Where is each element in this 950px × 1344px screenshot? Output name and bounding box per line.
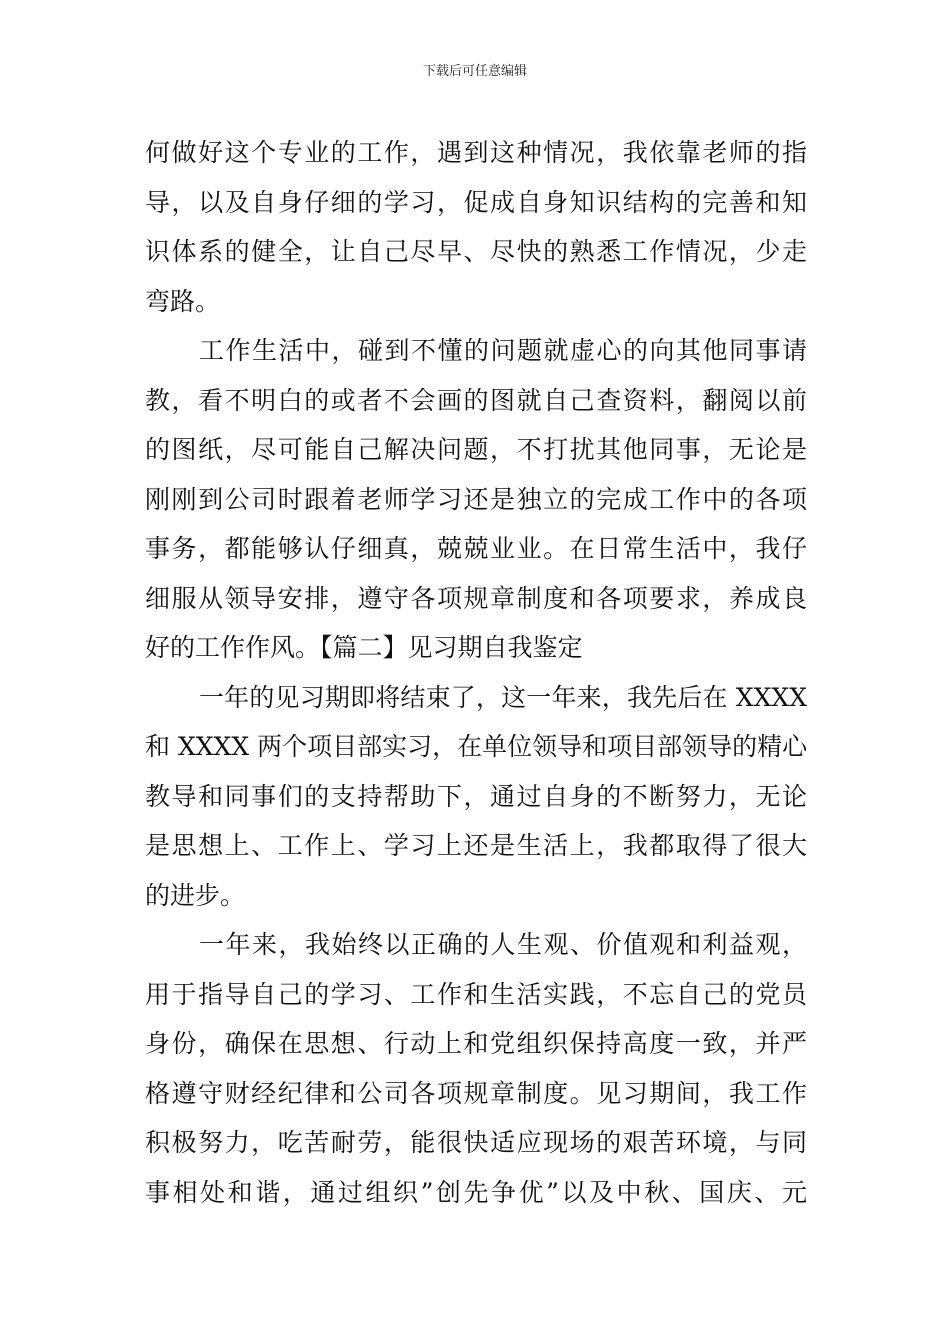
text-line: 格遵守财经纪律和公司各项规章制度。见习期间，我工作 [145, 1078, 807, 1108]
text-line: 导，以及自身仔细的学习，促成自身知识结构的完善和知 [145, 187, 807, 217]
text-line: 刚刚到公司时跟着老师学习还是独立的完成工作中的各项 [145, 484, 807, 514]
text-line: 和 XXXX 两个项目部实习，在单位领导和项目部领导的精心 [145, 732, 808, 761]
text-line: 教导和同事们的支持帮助下，通过自身的不断努力，无论 [145, 781, 807, 811]
text-line: 积极努力，吃苦耐劳，能很快适应现场的艰苦环境，与同 [145, 1128, 807, 1157]
text-line: 用于指导自己的学习、工作和生活实践，不忘自己的党员 [145, 979, 807, 1009]
text-line: 的进步。 [145, 880, 246, 910]
page-header: 下载后可任意编辑 [422, 64, 527, 79]
document-body [145, 128, 807, 1217]
text-line: 事相处和谐，通过组织”创先争优”以及中秋、国庆、元 [145, 1177, 807, 1207]
text-line: 好的工作作风。【篇二】见习期自我鉴定 [145, 633, 583, 662]
text-line: 弯路。 [145, 286, 221, 316]
text-line: 工作生活中，碰到不懂的问题就虚心的向其他同事请 [199, 336, 807, 365]
text-line: 身份，确保在思想、行动上和党组织保持高度一致，并严 [145, 1029, 807, 1058]
text-line: 何做好这个专业的工作，遇到这种情况，我依靠老师的指 [145, 138, 807, 167]
text-line: 识体系的健全，让自己尽早、尽快的熟悉工作情况，少走 [145, 237, 807, 266]
text-line: 是思想上、工作上、学习上还是生活上，我都取得了很大 [145, 831, 807, 860]
text-line: 的图纸，尽可能自己解决问题，不打扰其他同事，无论是 [145, 435, 807, 464]
text-line: 一年的见习期即将结束了，这一年来，我先后在 XXXX [199, 682, 807, 712]
text-line: 事务，都能够认仔细真，兢兢业业。在日常生活中，我仔 [145, 534, 807, 563]
text-line: 细服从领导安排，遵守各项规章制度和各项要求，养成良 [145, 583, 807, 613]
text-line: 教，看不明白的或者不会画的图就自己查资料，翻阅以前 [145, 385, 807, 415]
text-line: 一年来，我始终以正确的人生观、价值观和利益观， [199, 930, 807, 959]
